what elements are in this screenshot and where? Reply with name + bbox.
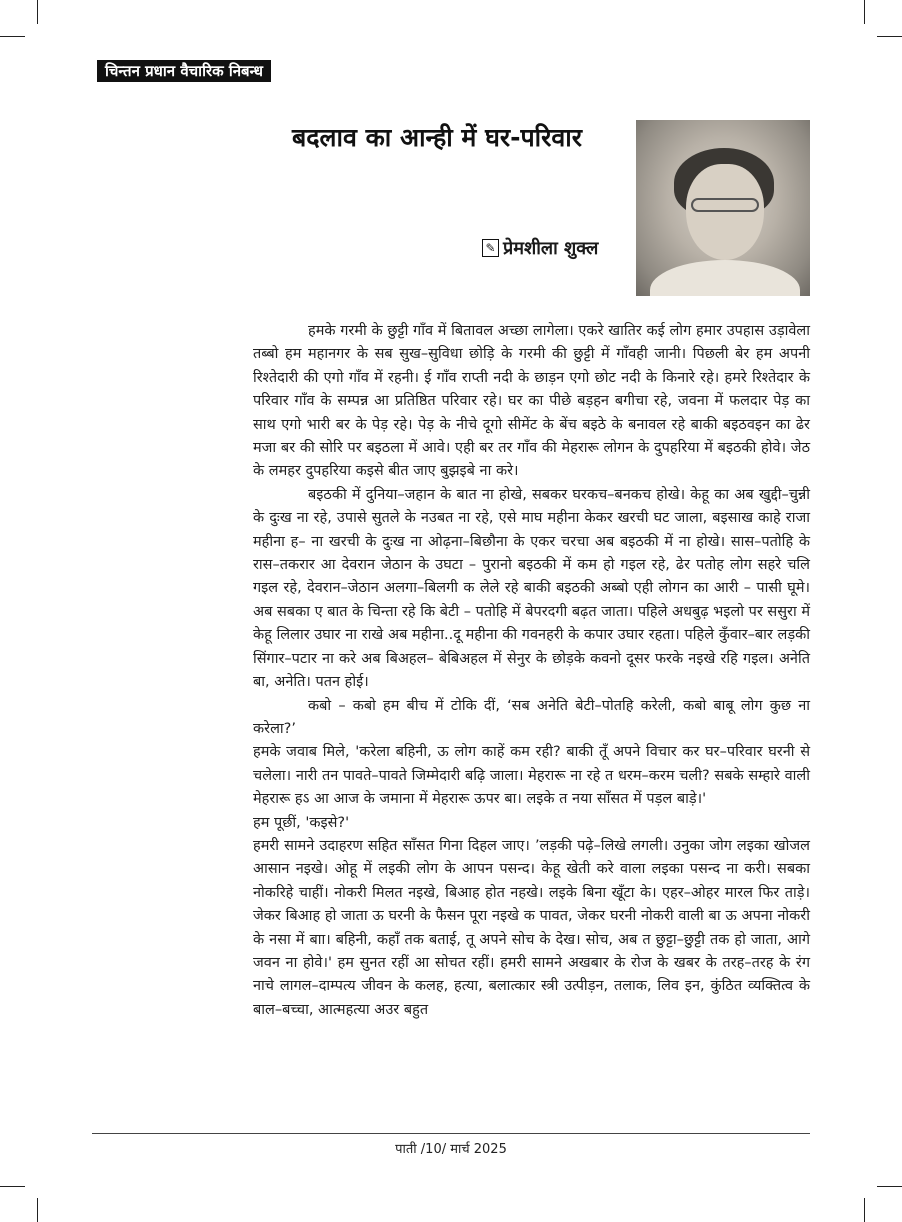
crop-mark [877,36,902,37]
crop-mark [0,36,25,37]
paragraph: हमके जवाब मिले, 'करेला बहिनी, ऊ लोग काहें कम रही? बाकी तूँ अपने विचार कर घर–परिवार घरनी से चलेला। नारी तन पावते–पावते जिम्मेदारी बढ़ि जाला। मेहरारू ना रहे त धरम–करम चली? सबके सम्हारे वाली मेहरारू हऽ आ आज के जमाना में मेहरारू ऊपर बा। लइके त नया साँसत में पड़ल बाड़े।' [253,744,810,808]
article-body [253,320,810,1022]
paragraph: कबो – कबो हम बीच में टोकि दीं, ‘सब अनेति बेटी–पोतहि करेली, कबो बाबू लोग कुछ ना करेला?’ [253,697,810,737]
author-photo [636,120,810,296]
article-title: बदलाव का आन्ही में घर-परिवार [292,123,582,152]
author-byline [482,236,598,260]
pen-icon: ✎ [482,239,499,257]
page-footer: पाती /10/ मार्च 2025 [395,1142,507,1157]
paragraph: हमरी सामने उदाहरण सहित साँसत गिना दिहल जाए। ’लड़की पढ़े–लिखे लगली। उनुका जोग लइका खोजल आसान नइखे। ओहू में लइकी लोग के आपन पसन्द। केहू खेती करे वाला लइका पसन्द ना करी। सबका नोकरिहे चाहीं। नोकरी मिलत नइखे, बिआह होत नहखे। लइके बिना खूँटा के। एहर–ओहर मारल फिर ताड़े। जेकर बिआह हो जाता ऊ घरनी के फैसन पूरा नइखे क पावत, जेकर घरनी नोकरी वाली बा ऊ अपना नोकरी के नसा में बाा। बहिनी, कहाँ तक बताई, तू अपने सोच के देख। सोच, अब त छुट्टा–छुट्टी तक हो जाता, आगे जवन ना होवे।' हम सुनत रहीं आ सोचत रहीं। हमरी सामने अखबार के रोज के खबर के तरह–तरह के रंग नाचे लागल–दाम्पत्य जीवन के कलह, हत्या, बलात्कार स्त्री उत्पीड़न, तलाक, लिव इन, कुंठित व्यक्तित्व के बाल–बच्चा, आत्महत्या अउर बहुत [253,837,810,1018]
crop-mark [877,1186,902,1187]
crop-mark [0,1186,25,1187]
paragraph: हम पूछीं, 'कइसे?' [253,814,350,831]
paragraph: बइठकी में दुनिया–जहान के बात ना होखे, सबकर घरकच–बनकच होखे। केहू का अब खुद्दी–चुन्नी के दुःख ना रहे, उपासे सुतले के नउबत ना रहे, एसे माघ महीना केकर खरची घट जाला, बइसाख काहे राजा महीना ह– ना खरची के दुःख ना ओढ़ना–बिछौना के एकर चरचा अब बइठकी में ना होखे। सास–पतोहि के रास–तकरार आ देवरान जेठान के उघटा – पुरानो बइठकी में कम हो गइल रहे, ढेर पतोह लोग सहरे चलि गइल रहे, देवरान–जेठान अलगा–बिलगी क लेले रहे बाकी बइठकी अब्बो एही लोगन का आरी – पासी घूमे। अब सबका ए बात के चिन्ता रहे कि बेटी – पतोहि में बेपरदगी बढ़त जाता। पहिले अधबुढ़ भइलो पर ससुरा में केहू लिलार उघार ना राखे अब महीना..दू महीना की गवनहरी के कपार उघार रहता। पहिले कुँवार–बार लड़की सिंगार–पटार ना करे अब बिअहल– बेबिअहल में सेनुर के छोड़के कवनो दूसर फरके नइखे रहि गइल। अनेति बा, अनेति। पतन होई। [253,486,810,691]
crop-mark [864,0,865,24]
section-label: चिन्तन प्रधान वैचारिक निबन्ध [97,60,271,82]
crop-mark [864,1198,865,1222]
crop-mark [37,1198,38,1222]
paragraph: हमके गरमी के छुट्टी गाँव में बितावल अच्छा लागेला। एकरे खातिर कई लोग हमार उपहास उड़ावेला तब्बो हम महानगर के सब सुख–सुविधा छोड़ि के गरमी की छुट्टी में गाँवही जानी। पिछली बेर हम अपनी रिश्तेदारी की एगो गाँव में रहनी। ई गाँव राप्ती नदी के छाड़न एगो छोट नदी के किनारे रहे। हमरे रिश्तेदार के परिवार गाँव के सम्पन्न आ प्रतिष्ठित परिवार रहे। घर का पीछे बड़हन बगीचा रहे, जवना में फलदार पेड़ का साथ एगो भारी बर के पेड़ रहे। पेड़ के नीचे दूगो सीमेंट के बेंच बइठे के बनावल रहे बाकी बइठवइन का ढेर मजा बर की सोरि पर बइठला में आवे। एही बर तर गाँव की मेहरारू लोगन के दुपहरिया में बइठकी होवे। जेठ के लमहर दुपहरिया कइसे बीत जाए बुझइबे ना करे। [253,323,810,480]
footer-divider [92,1133,810,1134]
crop-mark [37,0,38,24]
author-name: प्रेमशीला शुक्ल [503,238,599,259]
